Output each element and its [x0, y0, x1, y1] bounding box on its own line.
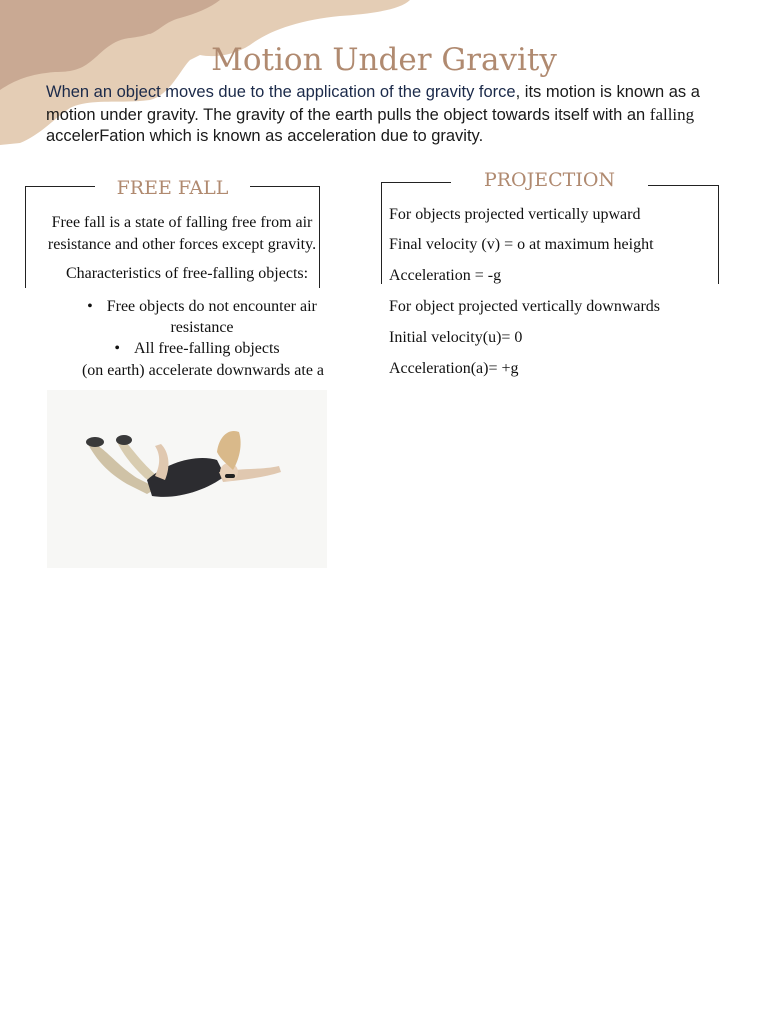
intro-part3: falling	[649, 104, 695, 124]
projection-line: For objects projected vertically upward	[389, 206, 641, 223]
free-fall-paragraph: Free fall is a state of falling free from air resistance and other forces except gravity.	[47, 214, 317, 253]
free-fall-box-left	[25, 186, 26, 288]
free-fall-heading: FREE FALL	[116, 177, 229, 199]
free-fall-tail-text: (on earth) accelerate downwards ate a	[81, 362, 325, 379]
intro-part4: accelerFation which is known as acceleration due to gravity.	[46, 127, 484, 145]
projection-line: Acceleration = -g	[389, 267, 502, 284]
projection-line: For object projected vertically downwards	[389, 298, 661, 315]
list-item	[27, 296, 377, 338]
projection-line: Initial velocity(u)= 0	[389, 329, 523, 346]
skydiver-figure	[47, 390, 327, 568]
projection-heading: PROJECTION	[483, 169, 616, 191]
bullet-icon: •	[87, 298, 93, 315]
list-item	[17, 338, 377, 359]
intro-paragraph	[46, 82, 736, 148]
free-fall-box-top-right	[250, 186, 320, 187]
characteristics-label: Characteristics of free-falling objects:	[65, 265, 309, 282]
projection-line: Final velocity (v) = o at maximum height	[389, 236, 654, 253]
free-fall-box-top-left	[25, 186, 95, 187]
page-title: Motion Under Gravity	[211, 42, 557, 78]
bullet-text: All free-falling objects	[133, 340, 280, 357]
intro-part1: When an object moves due to the application of the gravity force	[46, 83, 516, 101]
bullet-text: Free objects do not encounter air resistance	[106, 298, 317, 336]
projection-box-top-left	[381, 182, 451, 183]
skydiver-image	[47, 390, 327, 568]
intro-part2: , its motion is known as a motion under gravity. The gravity of the earth pulls the object towards itself with an	[46, 83, 700, 124]
projection-box-left	[381, 182, 382, 284]
free-fall-bullets	[27, 296, 377, 359]
projection-line: Acceleration(a)= +g	[389, 360, 519, 377]
bullet-icon: •	[114, 340, 120, 357]
projection-box-top-right	[648, 185, 719, 186]
projection-box-right	[718, 185, 719, 284]
